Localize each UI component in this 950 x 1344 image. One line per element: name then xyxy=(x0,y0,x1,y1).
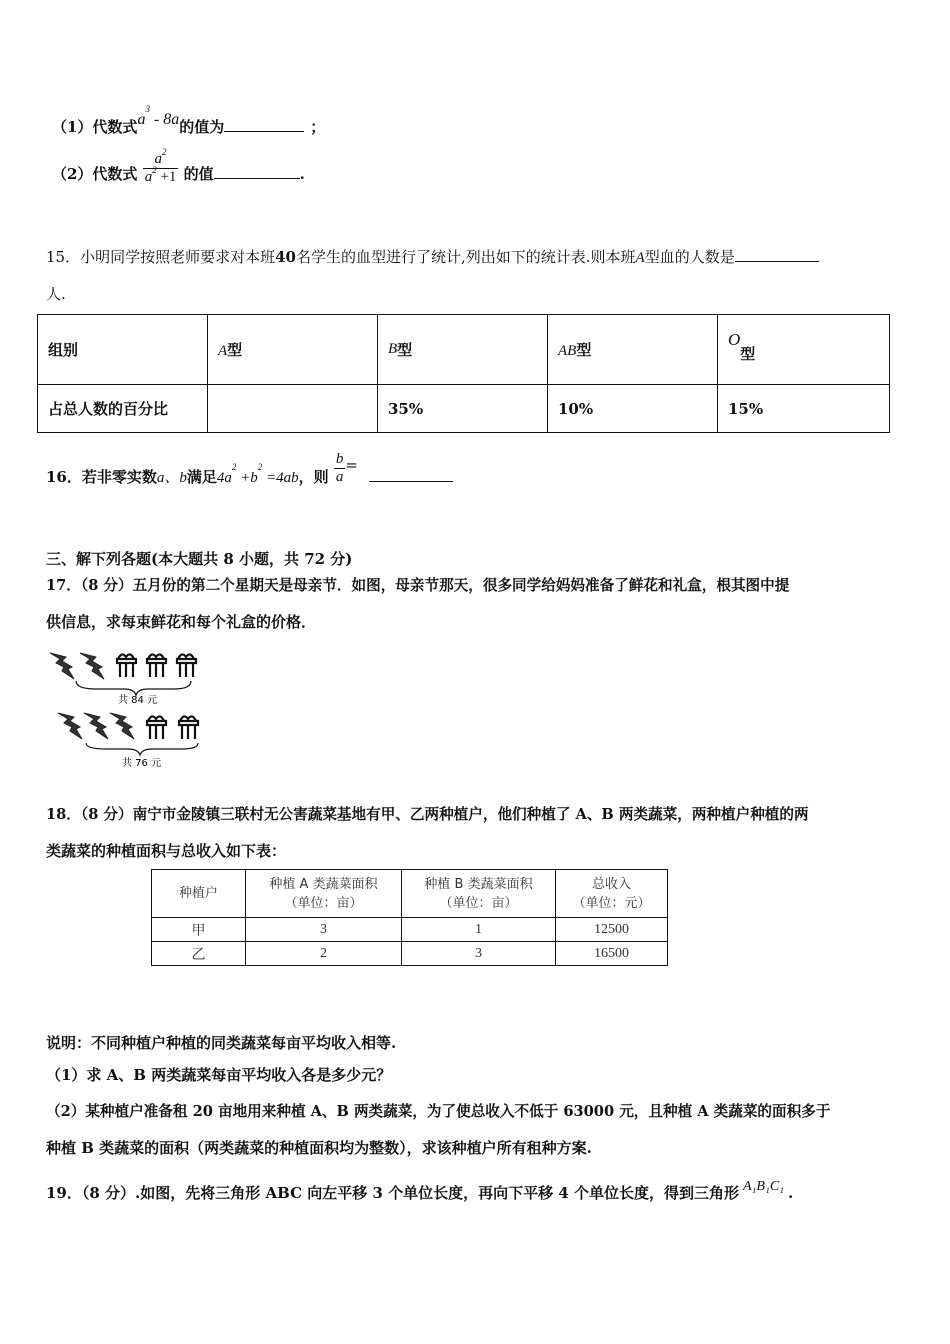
q15-th-a: A型 xyxy=(208,315,378,385)
q18-question-2-line2: 种植 B 类蔬菜的面积（两类蔬菜的种植面积均为整数），求该种植户所有租种方案. xyxy=(46,1139,592,1157)
q15-line2: 人. xyxy=(46,285,66,303)
q16-prefix: 16．若非零实数 xyxy=(46,468,157,486)
q15-th-b: B型 xyxy=(378,315,548,385)
q18-vegetable-table xyxy=(151,869,668,966)
q15-cell-a xyxy=(208,385,378,433)
q14-p1-suffix: 的值为 xyxy=(179,118,225,136)
q18-line1: 18．（8 分）南宁市金陵镇三联村无公害蔬菜基地有甲、乙两种植户，他们种植了 A、B 两类蔬菜，两种植户种植的两 xyxy=(46,806,809,823)
q18-cell-farmer-2: 乙 xyxy=(152,942,246,966)
q18-cell-a-2: 2 xyxy=(246,942,402,966)
q16-equals: = xyxy=(345,456,358,474)
brace-2 xyxy=(86,743,198,755)
q18-th-area-a: 种植 A 类蔬菜面积 （单位：亩） xyxy=(246,870,402,918)
flowers-group-2 xyxy=(58,713,134,739)
q19-end: . xyxy=(788,1184,794,1202)
q14-p1-prefix: （1）代数式 xyxy=(52,118,138,136)
q15-th-group: 组别 xyxy=(38,315,208,385)
q14-p2-end: . xyxy=(299,165,305,183)
q18-cell-b-1: 1 xyxy=(402,918,556,942)
q15-text-a: 小明同学按照老师要求对本班 xyxy=(80,248,276,266)
q19 xyxy=(46,1179,794,1203)
brace-1 xyxy=(76,681,191,695)
q17-figure xyxy=(46,645,216,770)
q15-cell-ab: 10% xyxy=(548,385,718,433)
q19-triangle-label: A₁B₁C₁ xyxy=(743,1179,785,1194)
q15-text-b: 名学生的血型进行了统计,列出如下的统计表.则本班 xyxy=(295,248,636,266)
q16-fraction: $\frac{b}{a}$ xyxy=(335,450,344,485)
q14-p2-prefix: （2）代数式 xyxy=(52,165,138,183)
q18-note: 说明：不同种植户种植的同类蔬菜每亩平均收入相等. xyxy=(46,1034,397,1052)
q18-question-1: （1）求 A、B 两类蔬菜每亩平均收入各是多少元？ xyxy=(46,1066,392,1084)
q15-blood-type-table xyxy=(37,314,890,433)
q18-th-farmer: 种植户 xyxy=(152,870,246,918)
q18-cell-income-1: 12500 xyxy=(556,918,668,942)
q18-th-income: 总收入 （单位：元） xyxy=(556,870,668,918)
q18-cell-a-1: 3 xyxy=(246,918,402,942)
q15-th-o: O型 xyxy=(718,315,890,385)
q15-answer-blank[interactable] xyxy=(735,247,819,262)
q15-count: 40 xyxy=(275,248,296,266)
flowers-group-1 xyxy=(50,653,104,679)
q17-label-1: 共 84 元 xyxy=(118,695,158,706)
q14-p2-fraction: $\frac{a^2}{a^2 +1}$ xyxy=(144,146,177,185)
q14-p2-suffix: 的值 xyxy=(183,165,214,183)
q14-p1-expression: $a^3 - 8a$ xyxy=(137,104,180,128)
q14-part1 xyxy=(52,104,326,137)
q15-cell-o: 15% xyxy=(718,385,890,433)
q18-cell-income-2: 16500 xyxy=(556,942,668,966)
q19-text: 19．（8 分）.如图，先将三角形 ABC 向左平移 3 个单位长度，再向下平移 4 个单位长度，得到三角形 xyxy=(46,1184,739,1202)
q15-text-c: 型血的人数是 xyxy=(644,248,735,266)
q17-line1: 17．（8 分）五月份的第二个星期天是母亲节．如图，母亲节那天，很多同学给妈妈准备了鲜花和礼盒，根其图中提 xyxy=(46,577,790,594)
q18-th-area-b: 种植 B 类蔬菜面积 （单位：亩） xyxy=(402,870,556,918)
q15-var: A xyxy=(635,250,645,266)
q14-p1-end: ； xyxy=(310,118,326,136)
table-row xyxy=(152,918,668,942)
q17-line2: 供信息，求每束鲜花和每个礼盒的价格． xyxy=(46,613,317,631)
q15-number: 15． xyxy=(46,248,81,266)
q18-line2: 类蔬菜的种植面积与总收入如下表： xyxy=(46,842,287,860)
q14-p2-answer-blank[interactable] xyxy=(214,164,300,179)
table-row xyxy=(152,942,668,966)
q14-part2 xyxy=(52,146,305,186)
q16 xyxy=(46,450,453,487)
q18-question-2-line1: （2）某种植户准备租 20 亩地用来种植 A、B 两类蔬菜，为了使总收入不低于 63000 元，且种植 A 类蔬菜的面积多于 xyxy=(46,1103,831,1120)
q16-comma: ，则 xyxy=(298,468,329,486)
q15-line1 xyxy=(46,246,819,267)
gift-boxes-group-1 xyxy=(117,654,196,677)
q16-mid: 满足 xyxy=(186,468,217,486)
q16-equation: $4a^2 +b^2 =4ab$ xyxy=(216,462,299,486)
q14-p1-answer-blank[interactable] xyxy=(224,117,304,132)
q18-cell-farmer-1: 甲 xyxy=(152,918,246,942)
q16-answer-blank[interactable] xyxy=(369,467,453,482)
q15-cell-b: 35% xyxy=(378,385,548,433)
q18-cell-b-2: 3 xyxy=(402,942,556,966)
q17-label-2: 共 76 元 xyxy=(122,758,162,769)
q15-row-label: 占总人数的百分比 xyxy=(38,385,208,433)
q15-th-ab: AB型 xyxy=(548,315,718,385)
section3-title: 三、解下列各题(本大题共 8 小题，共 72 分) xyxy=(46,550,353,568)
gift-boxes-group-2 xyxy=(147,716,198,739)
q16-vars: a、b xyxy=(156,470,187,486)
